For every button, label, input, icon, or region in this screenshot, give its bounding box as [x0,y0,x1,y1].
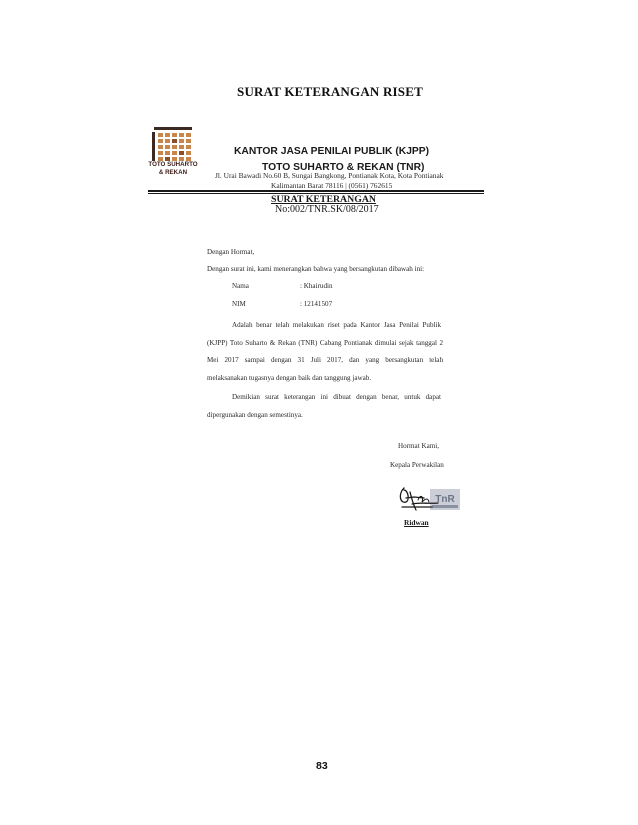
svg-text:TnR: TnR [435,494,455,505]
firm-logo [150,126,198,162]
page-number: 83 [316,760,328,772]
body-line-3: Mei 2017 sampai dengan 31 Juli 2017, dan yang bersangkutan telah [207,356,443,364]
intro-text: Dengan surat ini, kami menerangkan bahwa yang bersangkutan dibawah ini: [207,265,425,273]
closing-line-2: dipergunakan dengan semestinya. [207,411,303,419]
org-name: KANTOR JASA PENILAI PUBLIK (KJPP) [234,146,430,157]
address-line-1: Jl. Urai Bawadi No.60 B, Sungai Bangkong, Pontianak Kota, Kota Pontianak [215,171,444,180]
logo-text-line1: TOTO SUHARTO [148,161,198,168]
field-value-nama: : Khairudin [300,282,333,290]
signoff: Hormat Kami, [398,442,439,450]
body-line-1: Adalah benar telah melakukan riset pada Kantor Jasa Penilai Publik [232,321,441,329]
closing-line-1: Demikian surat keterangan ini dibuat dengan benar, untuk dapat [232,393,441,401]
document-title: SURAT KETERANGAN RISET [237,84,423,99]
signer-name: Ridwan [404,518,429,527]
firm-name: TOTO SUHARTO & REKAN (TNR) [262,162,425,173]
field-label-nim: NIM [232,300,246,308]
body-line-4: melaksanakan tugasnya dengan baik dan tanggung jawab. [207,374,372,382]
field-value-nim: : 12141507 [300,300,333,308]
salutation: Dengan Hormat, [207,248,255,256]
field-label-nama: Nama [232,282,249,290]
signature-image [392,480,470,518]
logo-text-line2: & REKAN [158,169,188,176]
signer-position: Kepala Perwakilan [390,461,444,469]
company-stamp [430,489,460,510]
letter-number: No:002/TNR.SK/08/2017 [275,204,379,215]
letterhead-rule-thick [148,190,484,192]
address-line-2: Kalimantan Barat 78116 | (0561) 762615 [271,181,393,190]
letter-heading: SURAT KETERANGAN [271,194,376,205]
body-line-2: (KJPP) Toto Suharto & Rekan (TNR) Cabang Pontianak dimulai sejak tanggal 2 [207,339,443,347]
